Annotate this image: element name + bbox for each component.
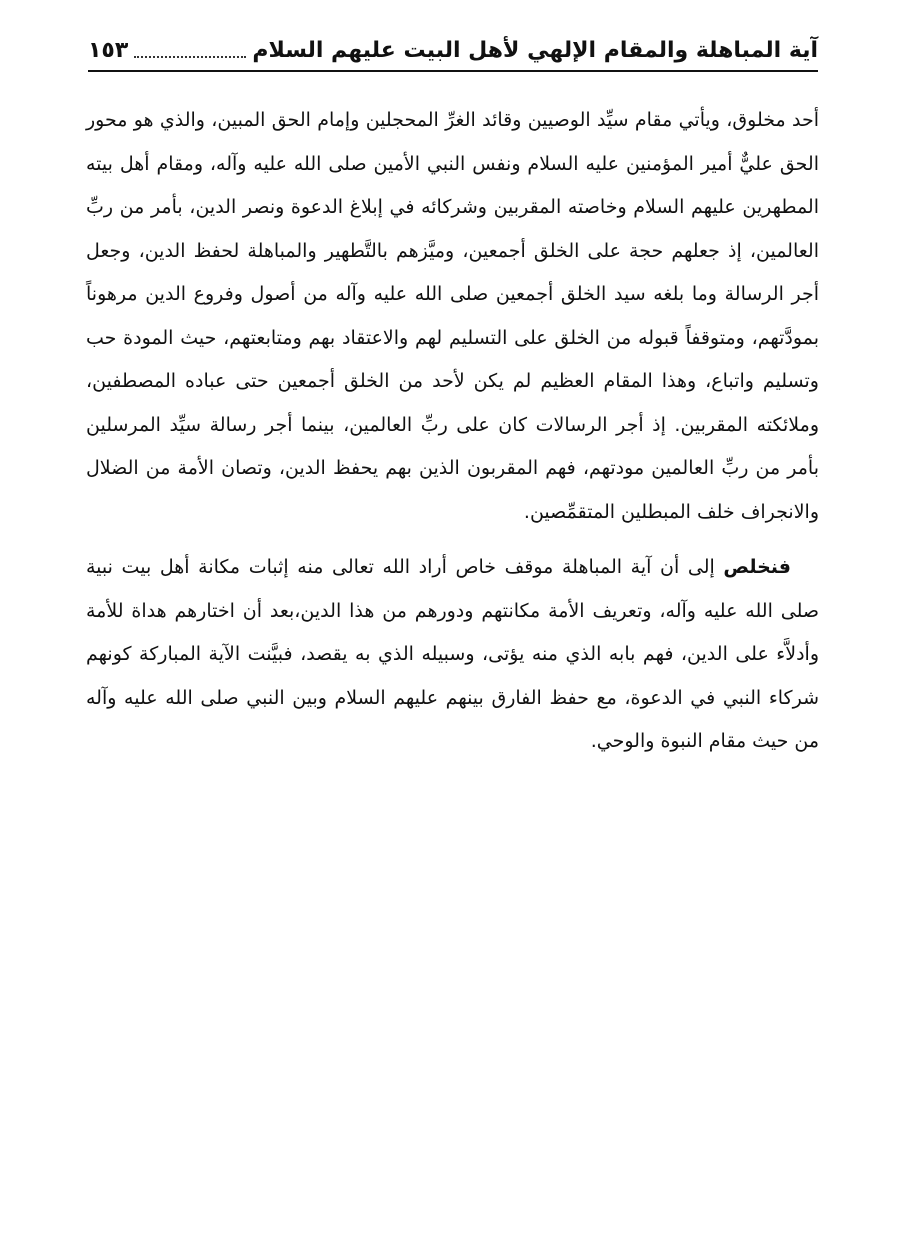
header-rule <box>88 70 818 72</box>
leader-dots <box>134 55 246 58</box>
body-text <box>86 99 819 764</box>
page-number: ١٥٣ <box>88 38 129 63</box>
paragraph-2-lead-word: فنخلص <box>723 556 791 578</box>
running-header <box>88 30 818 66</box>
paragraph-1 <box>86 99 819 534</box>
paragraph-2 <box>86 546 819 764</box>
paragraph-2-text: إلى أن آية المباهلة موقف خاص أراد الله تعالى منه إثبات مكانة أهل بيت نبية صلى الله عليه وآله، وتعريف الأمة مكانتهم ودورهم من هذا الدين،بعد أن اختارهم هداة للأمة وأدلاَّء على الدين، فهم بابه الذي منه يؤتى، وسبيله الذي به يقصد، فبيَّنت الآية المباركة كونهم شركاء النبي في الدعوة، مع حفظ الفارق بينهم عليهم السلام وبين النبي صلى الله عليه وآله من حيث مقام النبوة والوحي. <box>86 556 819 752</box>
running-title: آية المباهلة والمقام الإلهي لأهل البيت عليهم السلام <box>252 38 818 63</box>
paragraph-1-text: أحد مخلوق، ويأتي مقام سيِّد الوصيين وقائد الغرِّ المحجلين وإمام الحق المبين، والذي هو محور الحق عليٌّ أمير المؤمنين عليه السلام ونفس النبي الأمين صلى الله عليه وآله، ومقام أهل بيته المطهرين عليهم السلام وخاصته المقربين وشركائه في إبلاغ الدعوة ونصر الدين، بأمر من ربِّ العالمين، إذ جعلهم حجة على الخلق أجمعين، وميَّزهم بالتَّطهير والمباهلة لحفظ الدين، وجعل أجر الرسالة وما بلغه سيد الخلق أجمعين صلى الله عليه وآله من أصول وفروع الدين مرهوناً بمودَّتهم، ومتوقفاً قبوله من الخلق على التسليم لهم والاعتقاد بهم ومتابعتهم، حيث المودة حب وتسليم واتباع، وهذا المقام العظيم لم يكن لأحد من الخلق أجمعين حتى عباده المصطفين، وملائكته المقربين. إذ أجر الرسالات كان على ربِّ العالمين، بينما أجر رسالة سيِّد المرسلين بأمر من ربِّ العالمين مودتهم، فهم المقربون الذين بهم يحفظ الدين، وتصان الأمة من الضلال والانجراف خلف المبطلين المتقمِّصين. <box>86 109 819 523</box>
